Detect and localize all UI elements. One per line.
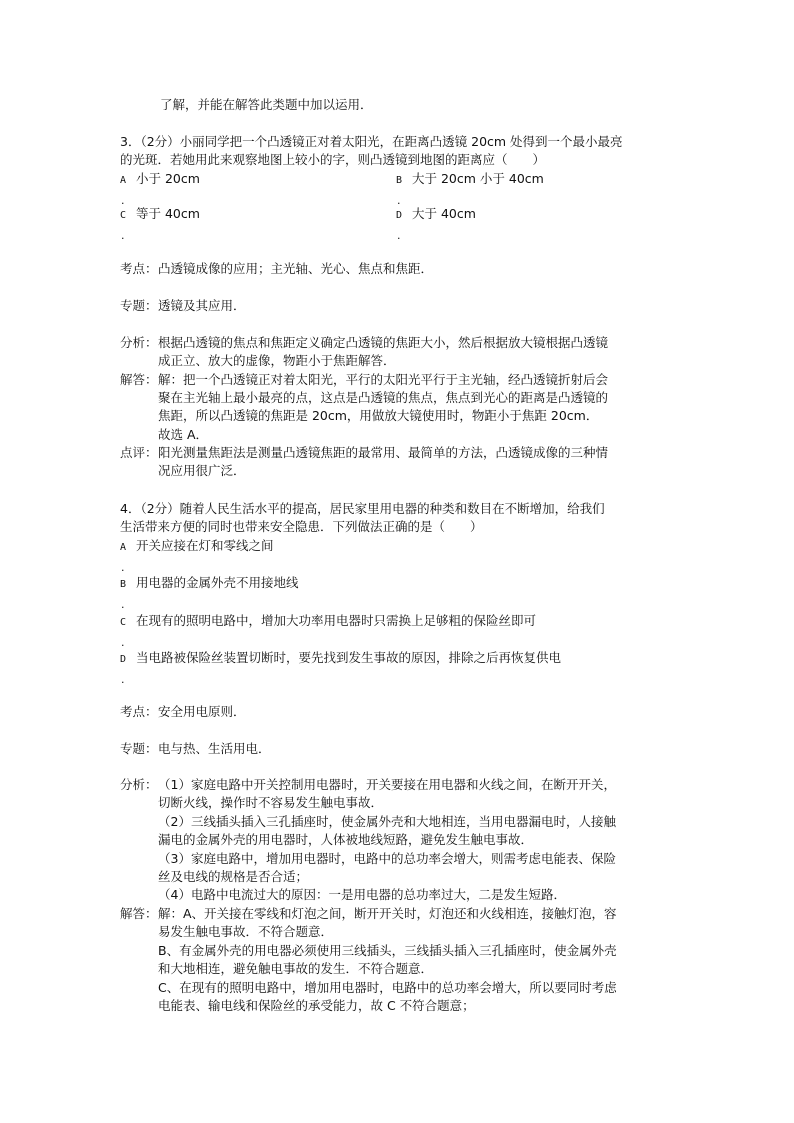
q3-zhuanti-label: 专题：: [120, 298, 158, 313]
q4-option-c-letter: C: [120, 617, 127, 628]
q3-kaodian-text: 凸透镜成像的应用；主光轴、光心、焦点和焦距．: [158, 261, 434, 276]
q3-option-b-letter: B: [396, 175, 403, 186]
q3-jieda-label: 解答：: [120, 372, 158, 387]
q4-option-b-text: 用电器的金属外壳不用接地线: [136, 575, 299, 590]
q3-option-d-dot: .: [397, 229, 401, 242]
q4-jieda-line5: C、在现有的照明电路中，增加用电器时，电路中的总功率会增大，所以要同时考虑: [158, 980, 617, 995]
q3-zhuanti-text: 透镜及其应用．: [158, 298, 246, 313]
q3-option-d-text: 大于 40cm: [412, 206, 476, 221]
q4-jieda-line4: 和大地相连，避免触电事故的发生．不符合题意．: [158, 961, 434, 976]
q3-option-c-dot: .: [121, 229, 125, 242]
q4-stem-line1: 4．（2分）随着人民生活水平的提高，居民家里用电器的种类和数目在不断增加，给我们: [120, 501, 605, 516]
q4-jieda-label: 解答：: [120, 906, 158, 921]
q4-fenxi-line5: （3）家庭电路中，增加用电器时，电路中的总功率会增大，则需考虑电能表、保险: [158, 851, 616, 866]
q4-fenxi-line6: 丝及电线的规格是否合适；: [158, 869, 309, 884]
q4-fenxi-line3: （2）三线插头插入三孔插座时，使金属外壳和大地相连，当用电器漏电时，人接触: [158, 814, 616, 829]
q4-option-b-dot: .: [121, 598, 125, 611]
q3-dianping-line1: 阳光测量焦距法是测量凸透镜焦距的最常用、最简单的方法，凸透镜成像的三种情: [158, 445, 609, 460]
q4-option-d-text: 当电路被保险丝装置切断时，要先找到发生事故的原因，排除之后再恢复供电: [136, 650, 562, 665]
q4-fenxi-line7: （4）电路中电流过大的原因：一是用电器的总功率过大，二是发生短路．: [158, 887, 566, 902]
q4-fenxi-line2: 切断火线，操作时不容易发生触电事故．: [158, 795, 384, 810]
q3-stem-line1: 3．（2分）小丽同学把一个凸透镜正对着太阳光，在距离凸透镜 20cm 处得到一个最小最亮: [120, 134, 623, 149]
q3-option-d-letter: D: [396, 210, 403, 221]
q3-stem-line2: 的光斑．若她用此来观察地图上较小的字，则凸透镜到地图的距离应（ ）: [120, 152, 546, 167]
q4-kaodian-label: 考点：: [120, 704, 158, 719]
q3-jieda-line3: 焦距，所以凸透镜的焦距是 20cm，用做放大镜使用时，物距小于焦距 20cm．: [158, 408, 599, 423]
q3-jieda-line4: 故选 A．: [158, 427, 209, 442]
q3-option-c-letter: C: [120, 210, 127, 221]
q4-jieda-line2: 易发生触电事故．不符合题意．: [158, 924, 334, 939]
q3-option-a-text: 小于 20cm: [136, 171, 200, 186]
q4-fenxi-label: 分析：: [120, 777, 158, 792]
q3-option-b-text: 大于 20cm 小于 40cm: [412, 171, 544, 186]
q4-option-a-dot: .: [121, 561, 125, 574]
q3-option-c-text: 等于 40cm: [136, 206, 200, 221]
q4-jieda-line3: B、有金属外壳的用电器必须使用三线插头，三线插头插入三孔插座时，使金属外壳: [158, 943, 617, 958]
q3-jieda-line1: 解：把一个凸透镜正对着太阳光，平行的太阳光平行于主光轴，经凸透镜折射后会: [158, 372, 609, 387]
q4-option-c-dot: .: [121, 636, 125, 649]
q4-option-c-text: 在现有的照明电路中，增加大功率用电器时只需换上足够粗的保险丝即可: [136, 613, 537, 628]
q4-zhuanti-label: 专题：: [120, 741, 158, 756]
q3-kaodian-label: 考点：: [120, 261, 158, 276]
q4-stem-line2: 生活带来方便的同时也带来安全隐患．下列做法正确的是（ ）: [120, 519, 483, 534]
q3-dianping-label: 点评：: [120, 445, 158, 460]
q4-option-d-letter: D: [120, 654, 127, 665]
q4-kaodian-text: 安全用电原则．: [158, 704, 246, 719]
q3-option-b-dot: .: [397, 194, 401, 207]
q3-option-a-dot: .: [121, 194, 125, 207]
q4-option-b-letter: B: [120, 579, 127, 590]
q4-jieda-line6: 电能表、输电线和保险丝的承受能力，故 C 不符合题意；: [158, 998, 475, 1013]
previous-comment-tail: 了解，并能在解答此类题中加以运用．: [160, 97, 373, 112]
q3-jieda-line2: 聚在主光轴上最小最亮的点，这点是凸透镜的焦点，焦点到光心的距离是凸透镜的: [158, 390, 609, 405]
q4-zhuanti-text: 电与热、生活用电．: [158, 741, 271, 756]
q4-fenxi-line1: （1）家庭电路中开关控制用电器时，开关要接在用电器和火线之间，在断开开关，: [158, 777, 616, 792]
q4-option-d-dot: .: [121, 673, 125, 686]
q4-option-a-letter: A: [120, 542, 127, 553]
q3-fenxi-line2: 成正立、放大的虚像，物距小于焦距解答．: [158, 353, 396, 368]
q3-fenxi-label: 分析：: [120, 335, 158, 350]
q4-jieda-line1: 解：A、开关接在零线和灯泡之间，断开开关时，灯泡还和火线相连，接触灯泡，容: [158, 906, 617, 921]
q4-fenxi-line4: 漏电的金属外壳的用电器时，人体被地线短路，避免发生触电事故．: [158, 832, 534, 847]
q4-option-a-text: 开关应接在灯和零线之间: [136, 538, 274, 553]
q3-option-a-letter: A: [120, 175, 127, 186]
q3-dianping-line2: 况应用很广泛．: [158, 463, 246, 478]
q3-fenxi-line1: 根据凸透镜的焦点和焦距定义确定凸透镜的焦距大小，然后根据放大镜根据凸透镜: [158, 335, 609, 350]
